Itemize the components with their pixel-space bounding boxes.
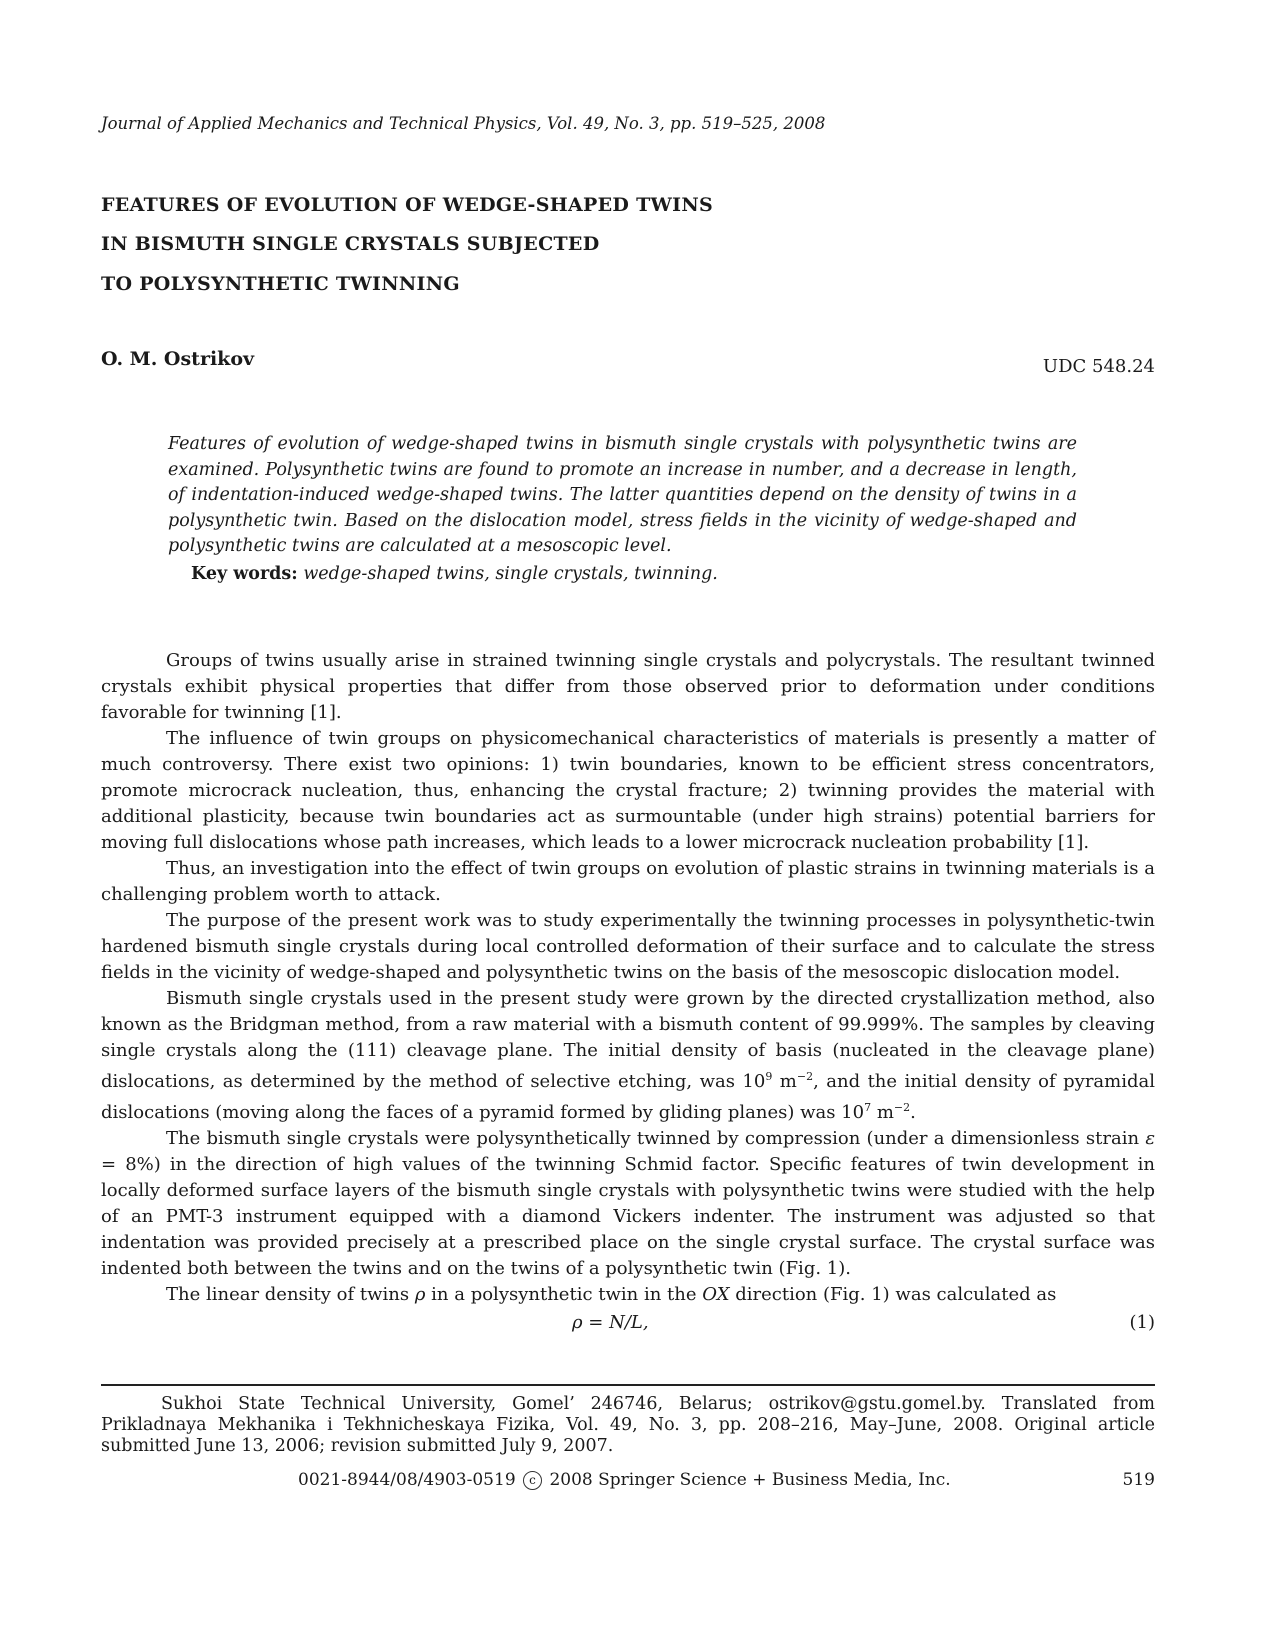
p5-sup-4: −2 bbox=[893, 1101, 911, 1114]
paragraph-4: The purpose of the present work was to study experimentally the twinning processes in polysynthetic-twin hardened bismuth single crystals during local controlled deformation of their surface and to calculate the stress fields in the vicinity of wedge-shaped and polysynthetic twins on the basis of the mesoscopic dislocation model. bbox=[101, 910, 1155, 983]
keywords-text: wedge-shaped twins, single crystals, twinning. bbox=[303, 564, 718, 584]
article-code: 0021-8944/08/4903-0519 bbox=[298, 1470, 516, 1490]
paragraph-7 bbox=[101, 1282, 1155, 1308]
p6-text-b: = 8%) in the direction of high values of the twinning Schmid factor. Specific features of twin development in locally deformed surface layers of the bismuth single crystals with polysynthetic twins were studied with the help of an PMT-3 instrument equipped with a diamond Vickers indenter. The instrument was adjusted so that indentation was provided precisely at a prescribed place on the single crystal surface. The crystal surface was indented both between the twins and on the twins of a polysynthetic twin (Fig. 1). bbox=[101, 1154, 1155, 1279]
p5-text-c: , and the initial density of pyramidal dislocations (moving along the faces of a pyramid formed by gliding planes) was 10 bbox=[101, 1071, 1155, 1123]
publisher-text: 2008 Springer Science + Business Media, Inc. bbox=[549, 1470, 951, 1490]
p5-text-e: . bbox=[910, 1102, 916, 1123]
page-number: 519 bbox=[1122, 1470, 1155, 1490]
p5-sup-1: 9 bbox=[765, 1070, 773, 1083]
paragraph-2: The influence of twin groups on physicomechanical characteristics of materials is presently a matter of much controversy. There exist two opinions: 1) twin boundaries, known to be efficient stress concentrators, promote microcrack nucleation, thus, enhancing the crystal fracture; 2) twinning provides the material with additional plasticity, because twin boundaries act as surmountable (under high strains) potential barriers for moving full dislocations whose path increases, which leads to a lower microcrack nucleation probability [1]. bbox=[101, 728, 1155, 853]
keywords bbox=[191, 564, 718, 584]
p7-text-b: in a polysynthetic twin in the bbox=[425, 1284, 703, 1305]
paragraph-5 bbox=[101, 986, 1155, 1126]
p5-sup-2: −2 bbox=[796, 1070, 814, 1083]
copyright-icon: c bbox=[523, 1471, 542, 1490]
p7-text-a: The linear density of twins bbox=[166, 1284, 415, 1305]
ox-symbol: OX bbox=[702, 1284, 730, 1305]
title-line-3: TO POLYSYNTHETIC TWINNING bbox=[101, 273, 460, 295]
footnote bbox=[101, 1394, 1155, 1457]
title-line-1: FEATURES OF EVOLUTION OF WEDGE-SHAPED TWINS bbox=[101, 194, 714, 216]
body-text bbox=[101, 648, 1155, 1308]
rho-symbol: ρ bbox=[414, 1284, 426, 1305]
footnote-rule bbox=[101, 1384, 1155, 1386]
paragraph-1: Groups of twins usually arise in strained twinning single crystals and polycrystals. The resultant twinned crystals exhibit physical properties that differ from those observed prior to deformation under conditions favorable for twinning [1]. bbox=[101, 650, 1155, 723]
p5-text-d: m bbox=[871, 1102, 894, 1123]
equation-expression: ρ = N/L, bbox=[572, 1312, 649, 1333]
p5-text-b: m bbox=[772, 1071, 797, 1092]
paragraph-3: Thus, an investigation into the effect of twin groups on evolution of plastic strains in twinning materials is a challenging problem worth to attack. bbox=[101, 858, 1155, 905]
keywords-label: Key words: bbox=[191, 564, 298, 584]
epsilon-symbol: ε bbox=[1145, 1128, 1155, 1149]
p5-sup-3: 7 bbox=[864, 1101, 872, 1114]
journal-citation: Journal of Applied Mechanics and Technical Physics, Vol. 49, No. 3, pp. 519–525, 2008 bbox=[101, 114, 826, 133]
equation-number: (1) bbox=[1129, 1312, 1155, 1333]
abstract: Features of evolution of wedge-shaped twins in bismuth single crystals with polysynthetic twins are examined. Polysynthetic twins are found to promote an increase in number, and a decrease in length, of indentation-induced wedge-shaped twins. The latter quantities depend on the density of twins in a polysynthetic twin. Based on the dislocation model, stress fields in the vicinity of wedge-shaped and polysynthetic twins are calculated at a mesoscopic level. bbox=[168, 434, 1077, 557]
author-name: O. M. Ostrikov bbox=[101, 348, 255, 370]
p7-text-c: direction (Fig. 1) was calculated as bbox=[729, 1284, 1057, 1305]
p5-text-a: Bismuth single crystals used in the present study were grown by the directed crystallization method, also known as the Bridgman method, from a raw material with a bismuth content of 99.999%. The samples by cleaving single crystals along the (111) cleavage plane. The initial density of basis (nucleated in the cleavage plane) dislocations, as determined by the method of selective etching, was 10 bbox=[101, 988, 1155, 1092]
p6-text-a: The bismuth single crystals were polysynthetically twinned by compression (under a dimensionless strain bbox=[166, 1128, 1146, 1149]
title-line-2: IN BISMUTH SINGLE CRYSTALS SUBJECTED bbox=[101, 233, 600, 255]
paragraph-6 bbox=[101, 1126, 1155, 1282]
udc-code: UDC 548.24 bbox=[1042, 356, 1155, 377]
copyright-line bbox=[298, 1470, 951, 1490]
footnote-text: Sukhoi State Technical University, Gomel’ 246746, Belarus; ostrikov@gstu.gomel.by. Translated from Prikladnaya Mekhanika i Tekhnicheskaya Fizika, Vol. 49, No. 3, pp. 208–216, May–June, 2008. Original article submitted June 13, 2006; revision submitted July 9, 2007. bbox=[101, 1394, 1155, 1456]
